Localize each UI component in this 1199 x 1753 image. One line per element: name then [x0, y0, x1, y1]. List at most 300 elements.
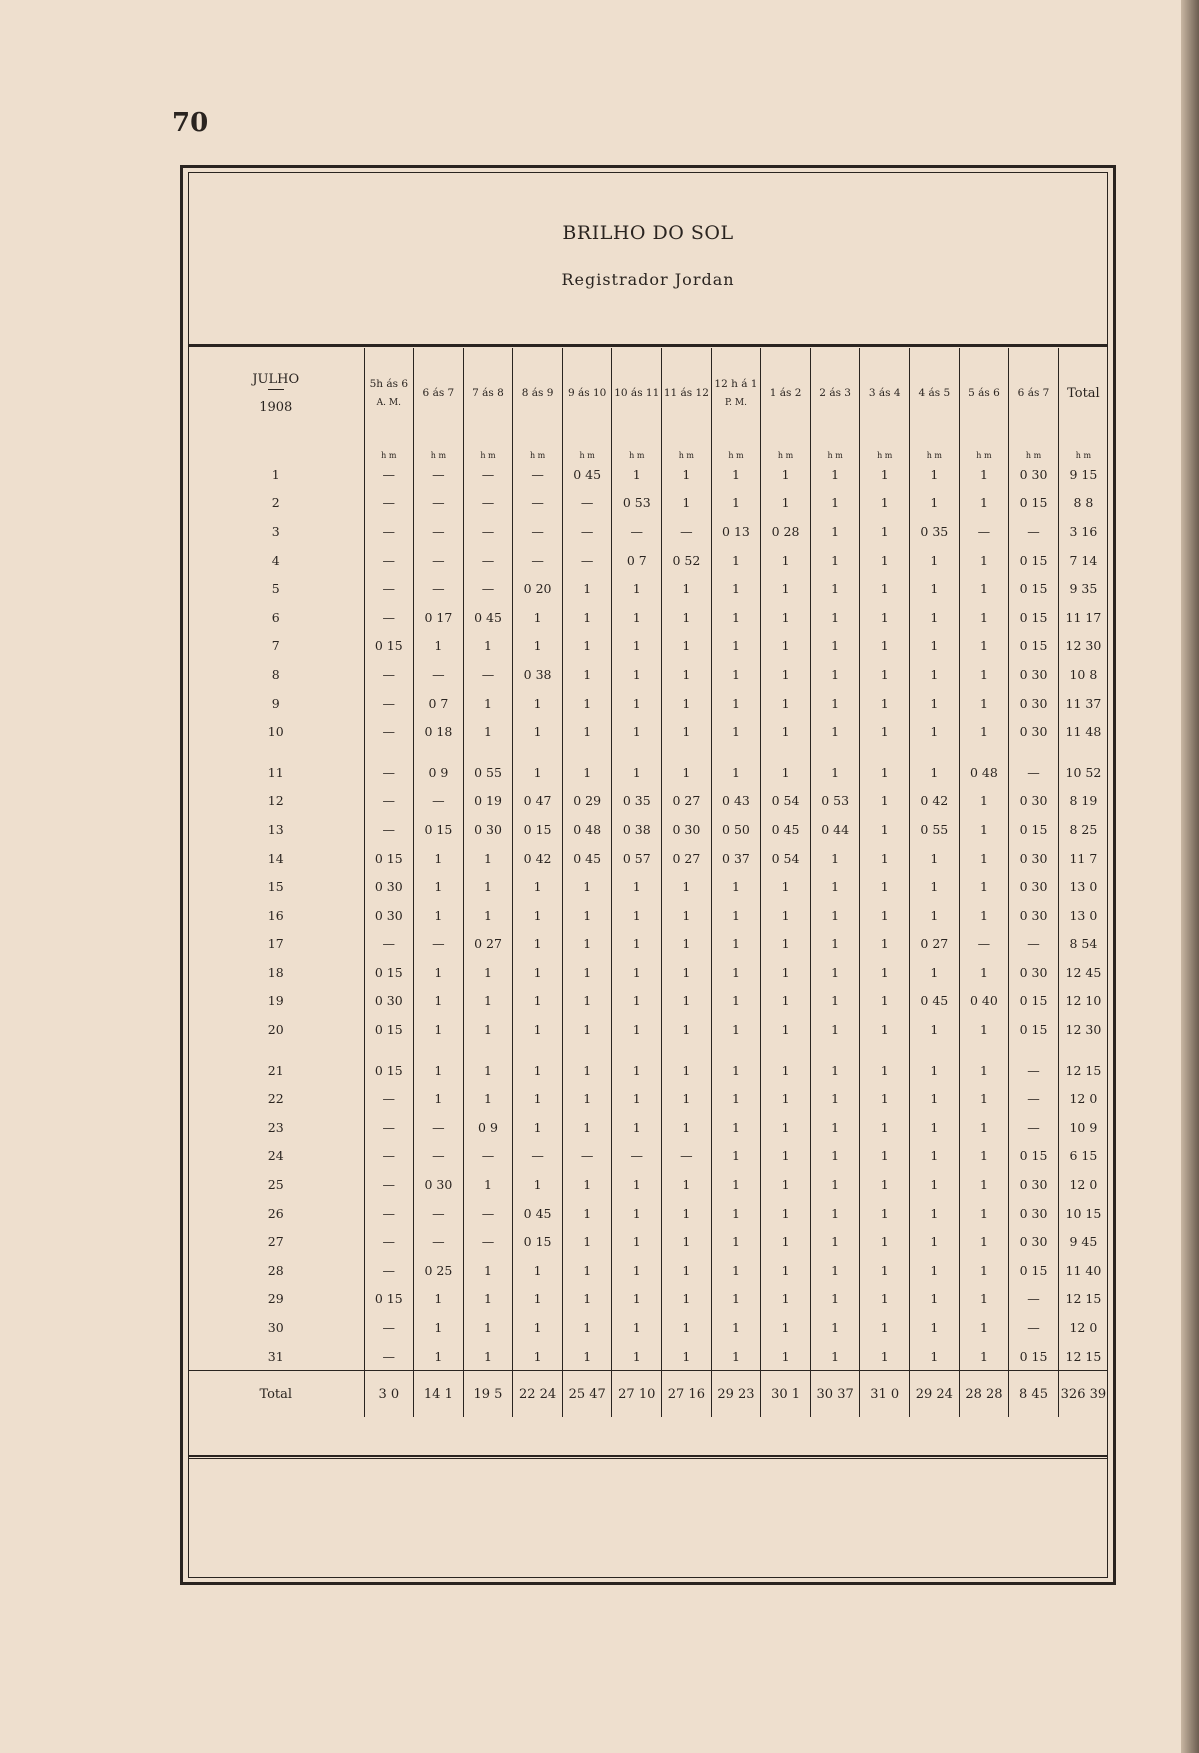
value-cell: 1 [810, 717, 860, 746]
value-cell: 1 [860, 689, 910, 718]
value-cell: 1 [761, 489, 811, 518]
value-cell: 1 [761, 632, 811, 661]
spacer-cell [463, 746, 513, 758]
day-cell: 11 [267, 764, 284, 780]
value-cell: 1 [959, 872, 1009, 901]
row-total-cell: 10 52 [1058, 758, 1108, 787]
day-cell: 20 [267, 1022, 284, 1038]
col-header: 10 ás 11 [612, 348, 662, 438]
value-cell: 0 55 [463, 758, 513, 787]
value-cell: 1 [562, 958, 612, 987]
value-cell: 1 [662, 1084, 712, 1113]
value-cell: — [612, 517, 662, 546]
day-cell: 28 [267, 1262, 284, 1278]
table-body [188, 438, 1108, 1417]
value-cell: 1 [810, 1113, 860, 1142]
value-cell: 0 15 [513, 1227, 563, 1256]
value-cell: 1 [959, 1056, 1009, 1085]
spacer-cell [364, 746, 414, 758]
value-cell: 0 13 [711, 517, 761, 546]
spacer-cell [810, 746, 860, 758]
value-cell: 1 [562, 872, 612, 901]
value-cell: 0 42 [513, 844, 563, 873]
value-cell: 1 [810, 603, 860, 632]
table-row [188, 574, 1108, 603]
col-header: 9 ás 10 [562, 348, 612, 438]
unit-cell: h m [910, 438, 960, 460]
value-cell: — [959, 517, 1009, 546]
value-cell: 1 [612, 1113, 662, 1142]
value-cell: 1 [562, 1342, 612, 1371]
value-cell: — [463, 660, 513, 689]
value-cell: 1 [414, 1056, 464, 1085]
value-cell: 1 [513, 1256, 563, 1285]
value-cell: 0 48 [562, 815, 612, 844]
value-cell: 1 [761, 1056, 811, 1085]
day-cell: 8 [271, 666, 280, 682]
value-cell: 1 [959, 844, 1009, 873]
value-cell: — [364, 1113, 414, 1142]
footer-rule [188, 1455, 1108, 1457]
spacer-cell [910, 1044, 960, 1056]
table-row [188, 460, 1108, 489]
value-cell: 1 [414, 844, 464, 873]
table-row [188, 517, 1108, 546]
value-cell: 1 [910, 1313, 960, 1342]
value-cell: 1 [860, 1342, 910, 1371]
total-cell: 8 45 [1009, 1371, 1059, 1418]
value-cell: 1 [562, 930, 612, 959]
col-header: 7 ás 8 [463, 348, 513, 438]
value-cell: 0 30 [1009, 958, 1059, 987]
value-cell: 1 [761, 1227, 811, 1256]
value-cell: 0 43 [711, 787, 761, 816]
table-row [188, 1084, 1108, 1113]
table-row [188, 1313, 1108, 1342]
value-cell: 1 [810, 1142, 860, 1171]
value-cell: 1 [562, 758, 612, 787]
value-cell: 1 [711, 574, 761, 603]
spacer-cell [662, 1044, 712, 1056]
value-cell: 1 [910, 1256, 960, 1285]
value-cell: 1 [910, 1113, 960, 1142]
value-cell: 1 [711, 1199, 761, 1228]
value-cell: 1 [513, 1015, 563, 1044]
value-cell: 1 [910, 632, 960, 661]
value-cell: 0 15 [1009, 603, 1059, 632]
value-cell: 1 [662, 901, 712, 930]
spacer-cell [188, 1044, 364, 1056]
value-cell: 1 [860, 603, 910, 632]
value-cell: 1 [463, 987, 513, 1016]
value-cell: 1 [513, 758, 563, 787]
col-header: 2 ás 3 [810, 348, 860, 438]
value-cell: 1 [513, 1313, 563, 1342]
col-header: 1 ás 2 [761, 348, 811, 438]
value-cell: 1 [612, 901, 662, 930]
value-cell: 0 44 [810, 815, 860, 844]
value-cell: 1 [959, 1113, 1009, 1142]
table-title: BRILHO DO SOL [562, 222, 734, 244]
row-total-cell: 11 17 [1058, 603, 1108, 632]
row-total-cell: 12 0 [1058, 1084, 1108, 1113]
row-total-cell: 9 15 [1058, 460, 1108, 489]
value-cell: 1 [513, 632, 563, 661]
value-cell: 1 [761, 1142, 811, 1171]
value-cell: 1 [860, 987, 910, 1016]
value-cell: 1 [959, 1170, 1009, 1199]
value-cell: 1 [463, 844, 513, 873]
row-total-cell: 13 0 [1058, 872, 1108, 901]
value-cell: 1 [959, 1256, 1009, 1285]
value-cell: 1 [662, 1256, 712, 1285]
value-cell: 1 [662, 1199, 712, 1228]
unit-row [188, 438, 1108, 460]
value-cell: — [364, 546, 414, 575]
value-cell: 1 [959, 1015, 1009, 1044]
value-cell: 1 [810, 844, 860, 873]
unit-cell: h m [612, 438, 662, 460]
value-cell: 1 [910, 1142, 960, 1171]
day-cell: 27 [267, 1234, 284, 1250]
value-cell: 1 [810, 632, 860, 661]
value-cell: 1 [513, 1170, 563, 1199]
value-cell: 1 [662, 1313, 712, 1342]
col-header: 11 ás 12 [662, 348, 712, 438]
value-cell: — [463, 489, 513, 518]
spacer-cell [761, 746, 811, 758]
table-row [188, 1342, 1108, 1371]
year-label: 1908 [259, 399, 293, 415]
value-cell: 1 [910, 574, 960, 603]
value-cell: 1 [562, 1084, 612, 1113]
total-cell: 31 0 [860, 1371, 910, 1418]
value-cell: 0 18 [414, 717, 464, 746]
sunshine-table [188, 348, 1108, 1417]
value-cell: — [364, 717, 414, 746]
table-row [188, 489, 1108, 518]
value-cell: 1 [959, 1227, 1009, 1256]
value-cell: 1 [810, 489, 860, 518]
value-cell: 0 15 [364, 632, 414, 661]
value-cell: 1 [662, 1170, 712, 1199]
value-cell: — [513, 1142, 563, 1171]
footer-rule-thin [188, 1458, 1108, 1459]
value-cell: 0 30 [364, 872, 414, 901]
value-cell: 1 [910, 489, 960, 518]
value-cell: 1 [612, 660, 662, 689]
value-cell: 1 [513, 1084, 563, 1113]
table-row [188, 1170, 1108, 1199]
value-cell: 1 [860, 546, 910, 575]
value-cell: — [513, 517, 563, 546]
row-total-cell: 11 48 [1058, 717, 1108, 746]
value-cell: 1 [810, 1199, 860, 1228]
value-cell: 0 30 [1009, 787, 1059, 816]
table-row [188, 787, 1108, 816]
row-total-cell: 10 9 [1058, 1113, 1108, 1142]
value-cell: 1 [761, 574, 811, 603]
spacer-cell [612, 746, 662, 758]
value-cell: 1 [711, 1256, 761, 1285]
table-row [188, 958, 1108, 987]
value-cell: 1 [959, 546, 1009, 575]
row-total-cell: 12 30 [1058, 632, 1108, 661]
value-cell: 1 [711, 1142, 761, 1171]
unit-cell: h m [810, 438, 860, 460]
value-cell: — [463, 1142, 513, 1171]
day-cell: 9 [271, 695, 280, 711]
total-cell: 19 5 [463, 1371, 513, 1418]
value-cell: — [513, 489, 563, 518]
value-cell: — [414, 1142, 464, 1171]
value-cell: 1 [761, 1113, 811, 1142]
value-cell: 1 [414, 958, 464, 987]
row-total-cell: 9 35 [1058, 574, 1108, 603]
value-cell: 1 [860, 632, 910, 661]
value-cell: 0 30 [463, 815, 513, 844]
table-row [188, 1256, 1108, 1285]
value-cell: — [364, 1084, 414, 1113]
value-cell: 0 15 [1009, 546, 1059, 575]
row-total-cell: 12 30 [1058, 1015, 1108, 1044]
value-cell: 1 [910, 660, 960, 689]
value-cell: 1 [761, 872, 811, 901]
value-cell: 1 [414, 632, 464, 661]
value-cell: 1 [562, 1256, 612, 1285]
row-total-cell: 8 25 [1058, 815, 1108, 844]
value-cell: — [364, 787, 414, 816]
value-cell: 1 [513, 987, 563, 1016]
value-cell: 1 [612, 1015, 662, 1044]
spacer-cell [959, 746, 1009, 758]
table-row [188, 660, 1108, 689]
day-cell: 3 [271, 523, 280, 539]
value-cell: 1 [463, 1056, 513, 1085]
value-cell: 1 [463, 872, 513, 901]
value-cell: 1 [910, 1227, 960, 1256]
value-cell: 0 53 [612, 489, 662, 518]
value-cell: 1 [711, 1084, 761, 1113]
table-row [188, 901, 1108, 930]
unit-cell: h m [463, 438, 513, 460]
spacer-cell [612, 1044, 662, 1056]
value-cell: 1 [959, 1199, 1009, 1228]
value-cell: 1 [860, 958, 910, 987]
value-cell: — [463, 517, 513, 546]
value-cell: 1 [711, 489, 761, 518]
spacer-cell [910, 746, 960, 758]
spacer-cell [513, 746, 563, 758]
value-cell: 1 [513, 1285, 563, 1314]
value-cell: — [364, 1256, 414, 1285]
value-cell: 0 54 [761, 844, 811, 873]
value-cell: 1 [910, 689, 960, 718]
value-cell: 1 [662, 1227, 712, 1256]
value-cell: 1 [761, 1313, 811, 1342]
unit-cell: h m [662, 438, 712, 460]
value-cell: 1 [711, 987, 761, 1016]
value-cell: 1 [612, 1227, 662, 1256]
value-cell: 0 9 [463, 1113, 513, 1142]
value-cell: 1 [810, 1056, 860, 1085]
value-cell: 1 [414, 1285, 464, 1314]
day-cell: 19 [267, 993, 284, 1009]
value-cell: 1 [910, 872, 960, 901]
value-cell: 1 [761, 987, 811, 1016]
value-cell: 1 [711, 1113, 761, 1142]
value-cell: 0 42 [910, 787, 960, 816]
day-cell: 16 [267, 907, 284, 923]
value-cell: 1 [463, 717, 513, 746]
total-cell: 25 47 [562, 1371, 612, 1418]
value-cell: 1 [463, 958, 513, 987]
col-header: 8 ás 9 [513, 348, 563, 438]
value-cell: 0 45 [910, 987, 960, 1016]
value-cell: 1 [662, 460, 712, 489]
value-cell: 1 [761, 546, 811, 575]
value-cell: — [364, 930, 414, 959]
value-cell: 1 [860, 1142, 910, 1171]
value-cell: 1 [761, 958, 811, 987]
value-cell: 1 [711, 1170, 761, 1199]
value-cell: 1 [910, 717, 960, 746]
value-cell: 1 [959, 1084, 1009, 1113]
value-cell: 1 [761, 1342, 811, 1371]
value-cell: 1 [810, 660, 860, 689]
value-cell: 1 [662, 660, 712, 689]
value-cell: 1 [612, 574, 662, 603]
value-cell: — [463, 1199, 513, 1228]
value-cell: 1 [414, 1342, 464, 1371]
value-cell: 1 [761, 460, 811, 489]
table-row [188, 844, 1108, 873]
value-cell: 0 15 [1009, 815, 1059, 844]
value-cell: 1 [910, 1199, 960, 1228]
value-cell: 1 [612, 1056, 662, 1085]
value-cell: 1 [711, 717, 761, 746]
value-cell: 1 [711, 872, 761, 901]
row-total-cell: 6 15 [1058, 1142, 1108, 1171]
value-cell: 1 [959, 660, 1009, 689]
value-cell: 0 38 [513, 660, 563, 689]
value-cell: 0 30 [1009, 460, 1059, 489]
value-cell: — [562, 489, 612, 518]
value-cell: — [414, 489, 464, 518]
table-subtitle: Registrador Jordan [561, 270, 735, 289]
value-cell: 0 9 [414, 758, 464, 787]
value-cell: 1 [711, 958, 761, 987]
table-row [188, 815, 1108, 844]
value-cell: — [562, 546, 612, 575]
value-cell: 1 [761, 1256, 811, 1285]
col-header: 6 ás 7 [1009, 348, 1059, 438]
value-cell: 1 [810, 1342, 860, 1371]
value-cell: 1 [562, 660, 612, 689]
value-cell: 1 [711, 603, 761, 632]
value-cell: 1 [662, 958, 712, 987]
value-cell: — [513, 460, 563, 489]
value-cell: 1 [562, 1227, 612, 1256]
table-row [188, 758, 1108, 787]
row-total-cell: 8 54 [1058, 930, 1108, 959]
value-cell: 0 17 [414, 603, 464, 632]
value-cell: — [414, 517, 464, 546]
value-cell: 1 [513, 958, 563, 987]
value-cell: — [364, 815, 414, 844]
value-cell: 1 [959, 1313, 1009, 1342]
spacer-cell [1058, 746, 1108, 758]
value-cell: 1 [860, 1285, 910, 1314]
value-cell: 1 [513, 1113, 563, 1142]
value-cell: 1 [562, 603, 612, 632]
value-cell: 0 45 [761, 815, 811, 844]
total-cell: 3 0 [364, 1371, 414, 1418]
value-cell: 1 [612, 1285, 662, 1314]
value-cell: 1 [612, 987, 662, 1016]
spacer-cell [810, 1044, 860, 1056]
value-cell: 1 [761, 758, 811, 787]
value-cell: 1 [562, 1015, 612, 1044]
value-cell: 1 [562, 632, 612, 661]
value-cell: 0 47 [513, 787, 563, 816]
value-cell: — [364, 603, 414, 632]
unit-cell: h m [1058, 438, 1108, 460]
value-cell: 1 [910, 1015, 960, 1044]
unit-cell: h m [513, 438, 563, 460]
table-row [188, 1199, 1108, 1228]
value-cell: 1 [761, 1285, 811, 1314]
value-cell: — [364, 1142, 414, 1171]
value-cell: — [414, 1199, 464, 1228]
value-cell: 1 [612, 1084, 662, 1113]
value-cell: — [364, 517, 414, 546]
row-total-cell: 3 16 [1058, 517, 1108, 546]
value-cell: 1 [761, 689, 811, 718]
value-cell: 0 15 [1009, 987, 1059, 1016]
value-cell: — [414, 1113, 464, 1142]
value-cell: 1 [612, 1313, 662, 1342]
table-row [188, 987, 1108, 1016]
value-cell: 1 [810, 901, 860, 930]
value-cell: 0 30 [1009, 689, 1059, 718]
value-cell: 1 [761, 1170, 811, 1199]
value-cell: 0 15 [1009, 489, 1059, 518]
value-cell: 1 [662, 1113, 712, 1142]
value-cell: 1 [959, 689, 1009, 718]
value-cell: 0 15 [1009, 574, 1059, 603]
month-header [188, 348, 364, 438]
value-cell: 1 [761, 717, 811, 746]
value-cell: 1 [513, 901, 563, 930]
value-cell: 1 [662, 1285, 712, 1314]
unit-cell: h m [959, 438, 1009, 460]
value-cell: 0 48 [959, 758, 1009, 787]
value-cell: — [662, 517, 712, 546]
unit-cell: h m [562, 438, 612, 460]
value-cell: 0 30 [1009, 1227, 1059, 1256]
value-cell: 1 [860, 1256, 910, 1285]
table-row [188, 689, 1108, 718]
value-cell: 1 [562, 1313, 612, 1342]
value-cell: 0 15 [414, 815, 464, 844]
value-cell: 1 [959, 958, 1009, 987]
value-cell: 1 [612, 1342, 662, 1371]
value-cell: 1 [513, 603, 563, 632]
spacer-cell [463, 1044, 513, 1056]
day-cell: 17 [267, 936, 284, 952]
value-cell: 1 [662, 930, 712, 959]
